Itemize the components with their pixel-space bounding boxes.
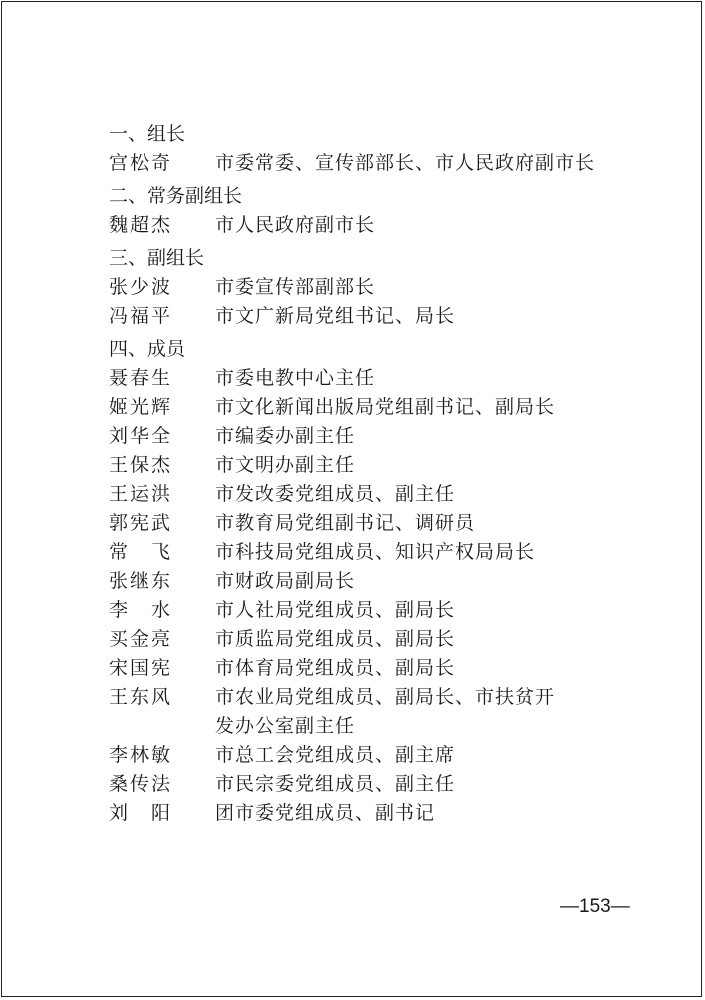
list-item [109,302,649,331]
member-name: 王保杰 [109,454,173,476]
list-item [109,538,649,567]
member-name: 刘 阳 [109,802,173,824]
list-item [109,770,649,799]
member-name: 李林敏 [109,744,173,766]
member-role: 市人社局党组成员、副局长 [215,599,456,621]
member-role: 市委宣传部副部长 [215,276,376,298]
list-item [109,741,649,770]
list-item [109,364,649,393]
section-heading-leader: 一、组长 [109,123,186,145]
member-role: 市编委办副主任 [215,425,356,447]
member-name: 聂春生 [109,367,173,389]
member-role: 市农业局党组成员、副局长、市扶贫开 发办公室副主任 [215,686,556,737]
member-role: 市教育局党组副书记、调研员 [215,512,476,534]
member-name: 王运洪 [109,483,173,505]
member-role: 市委电教中心主任 [215,367,376,389]
page-number: —153— [560,896,630,917]
member-name: 冯福平 [109,305,173,327]
member-name: 张继东 [109,570,173,592]
list-item [109,509,649,538]
list-item [109,625,649,654]
list-item [109,799,649,828]
list-item [109,596,649,625]
member-role: 市民宗委党组成员、副主任 [215,773,456,795]
list-item [109,654,649,683]
member-role: 市文广新局党组书记、局长 [215,305,456,327]
list-item [109,683,649,741]
section-heading-executive-deputy: 二、常务副组长 [109,185,243,207]
member-role: 市委常委、宣传部部长、市人民政府副市长 [215,152,596,174]
member-role: 市文明办副主任 [215,454,356,476]
member-name: 刘华全 [109,425,173,447]
list-item [109,393,649,422]
member-name: 宋国宪 [109,657,173,679]
section-heading-members: 四、成员 [109,338,186,360]
member-name: 宫松奇 [109,152,173,174]
member-role: 市质监局党组成员、副局长 [215,628,456,650]
list-item [109,451,649,480]
member-name: 郭宪武 [109,512,173,534]
member-name: 买金亮 [109,628,173,650]
list-item [109,149,649,178]
list-item [109,567,649,596]
member-name: 姬光辉 [109,396,173,418]
member-role: 市发改委党组成员、副主任 [215,483,456,505]
member-name: 魏超杰 [109,214,173,236]
member-name: 张少波 [109,276,173,298]
member-name: 李 水 [109,599,173,621]
list-item [109,211,649,240]
member-role: 市人民政府副市长 [215,214,376,236]
member-role: 市体育局党组成员、副局长 [215,657,456,679]
member-role: 市科技局党组成员、知识产权局局长 [215,541,536,563]
member-name: 桑传法 [109,773,173,795]
list-item [109,480,649,509]
member-name: 王东风 [109,686,173,708]
section-heading-deputy: 三、副组长 [109,247,205,269]
list-item [109,273,649,302]
member-role: 市总工会党组成员、副主席 [215,744,456,766]
member-role: 团市委党组成员、副书记 [215,802,436,824]
member-role: 市财政局副局长 [215,570,356,592]
member-role: 市文化新闻出版局党组副书记、副局长 [215,396,556,418]
member-name: 常 飞 [109,541,173,563]
list-item [109,422,649,451]
member-list [109,120,649,828]
